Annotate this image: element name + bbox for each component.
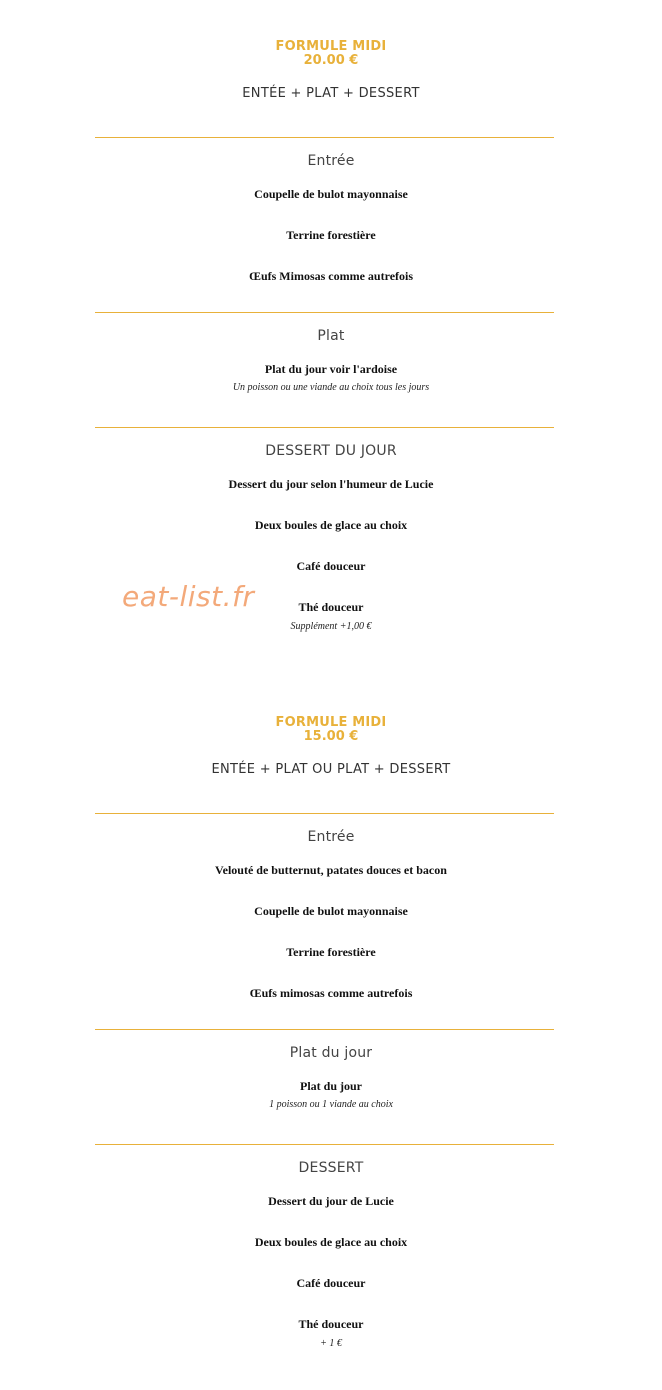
section-divider [95,312,554,313]
section-divider [95,1029,554,1030]
menu-item: Plat du jour voir l'ardoise [264,362,398,376]
menu-item-note: Supplément +1,00 € [290,621,372,632]
section-title-dessert: DESSERT DU JOUR [265,443,397,459]
formula-header-2 [0,716,662,777]
formula-header-1 [0,40,662,101]
watermark-logo: eat-list.fr [122,580,255,613]
menu-item: Deux boules de glace au choix [254,518,408,532]
formula-price: 15.00 € [303,729,359,744]
section-title-dessert: DESSERT [298,1160,364,1176]
menu-item: Œufs Mimosas comme autrefois [248,269,414,283]
menu-item: Café douceur [296,1276,366,1290]
menu-item: Dessert du jour de Lucie [268,1194,394,1208]
menu-item-note: Un poisson ou une viande au choix tous les jours [232,382,430,393]
formula-title: FORMULE MIDI [275,715,387,730]
menu-item: Coupelle de bulot mayonnaise [254,187,408,201]
menu-item-note: + 1 € [320,1338,342,1349]
section-divider [95,813,554,814]
menu-item: Velouté de butternut, patates douces et bacon [215,863,447,877]
menu-item-note: 1 poisson ou 1 viande au choix [269,1099,393,1110]
formula-subtitle: ENTÉE + PLAT OU PLAT + DESSERT [211,762,451,777]
section-divider [95,137,554,138]
section-divider [95,1144,554,1145]
formula-price: 20.00 € [303,53,359,68]
menu-item: Café douceur [296,559,366,573]
section-title-entree: Entrée [307,829,355,845]
menu-item: Deux boules de glace au choix [254,1235,408,1249]
formula-title: FORMULE MIDI [275,39,387,54]
menu-item: Plat du jour [299,1079,362,1093]
menu-item: Thé douceur [298,1317,364,1331]
menu-item: Dessert du jour selon l'humeur de Lucie [228,477,434,491]
section-divider [95,427,554,428]
formula-subtitle: ENTÉE + PLAT + DESSERT [242,86,420,101]
menu-item: Terrine forestière [286,228,376,242]
menu-item: Coupelle de bulot mayonnaise [254,904,408,918]
section-title-plat: Plat [317,328,345,344]
section-title-entree: Entrée [307,153,355,169]
menu-item: Thé douceur [298,600,364,614]
section-title-plat: Plat du jour [289,1045,373,1061]
menu-item: Œufs mimosas comme autrefois [249,986,413,1000]
menu-item: Terrine forestière [286,945,376,959]
